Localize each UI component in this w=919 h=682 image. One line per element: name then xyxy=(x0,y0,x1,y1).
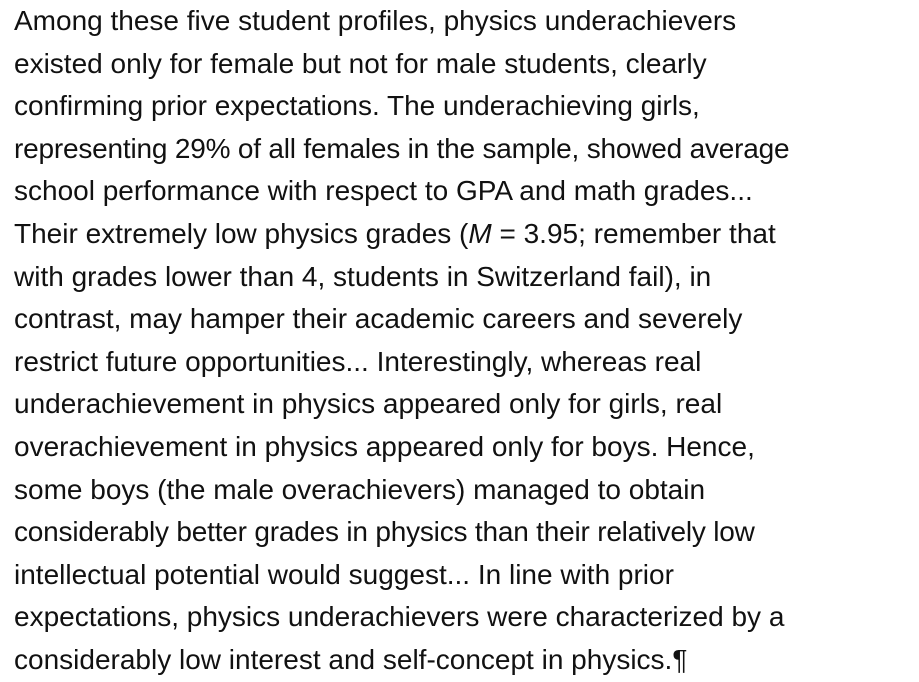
text-line: overachievement in physics appeared only for boys. Hence, xyxy=(14,430,755,462)
text-line: confirming prior expectations. The underachieving girls, xyxy=(14,90,700,122)
text-line: intellectual potential would suggest... In line with prior xyxy=(14,558,674,590)
italic-variable: M xyxy=(468,217,492,249)
text-segment: considerably low interest and self-concept in physics. xyxy=(14,643,673,675)
text-line: existed only for female but not for male students, clearly xyxy=(14,47,707,79)
text-segment: Their extremely low physics grades ( xyxy=(14,217,469,249)
text-line xyxy=(14,639,789,682)
body-paragraph xyxy=(14,0,789,682)
text-line: contrast, may hamper their academic careers and severely xyxy=(14,303,743,335)
text-line: Among these five student profiles, physics underachievers xyxy=(14,5,737,36)
text-segment: = 3.95; remember that xyxy=(491,217,776,249)
pilcrow-mark: ¶ xyxy=(672,643,688,675)
text-line: underachievement in physics appeared only for girls, real xyxy=(14,388,723,420)
text-line: restrict future opportunities... Interestingly, whereas real xyxy=(14,345,702,377)
text-line: representing 29% of all females in the sample, showed average xyxy=(14,132,790,164)
text-line: expectations, physics underachievers were characterized by a xyxy=(14,601,785,633)
text-line: some boys (the male overachievers) managed to obtain xyxy=(14,473,706,505)
text-line: with grades lower than 4, students in Switzerland fail), in xyxy=(14,260,712,292)
text-line xyxy=(14,213,789,256)
text-line: considerably better grades in physics than their relatively low xyxy=(14,516,755,548)
text-line: school performance with respect to GPA and math grades... xyxy=(14,175,753,207)
